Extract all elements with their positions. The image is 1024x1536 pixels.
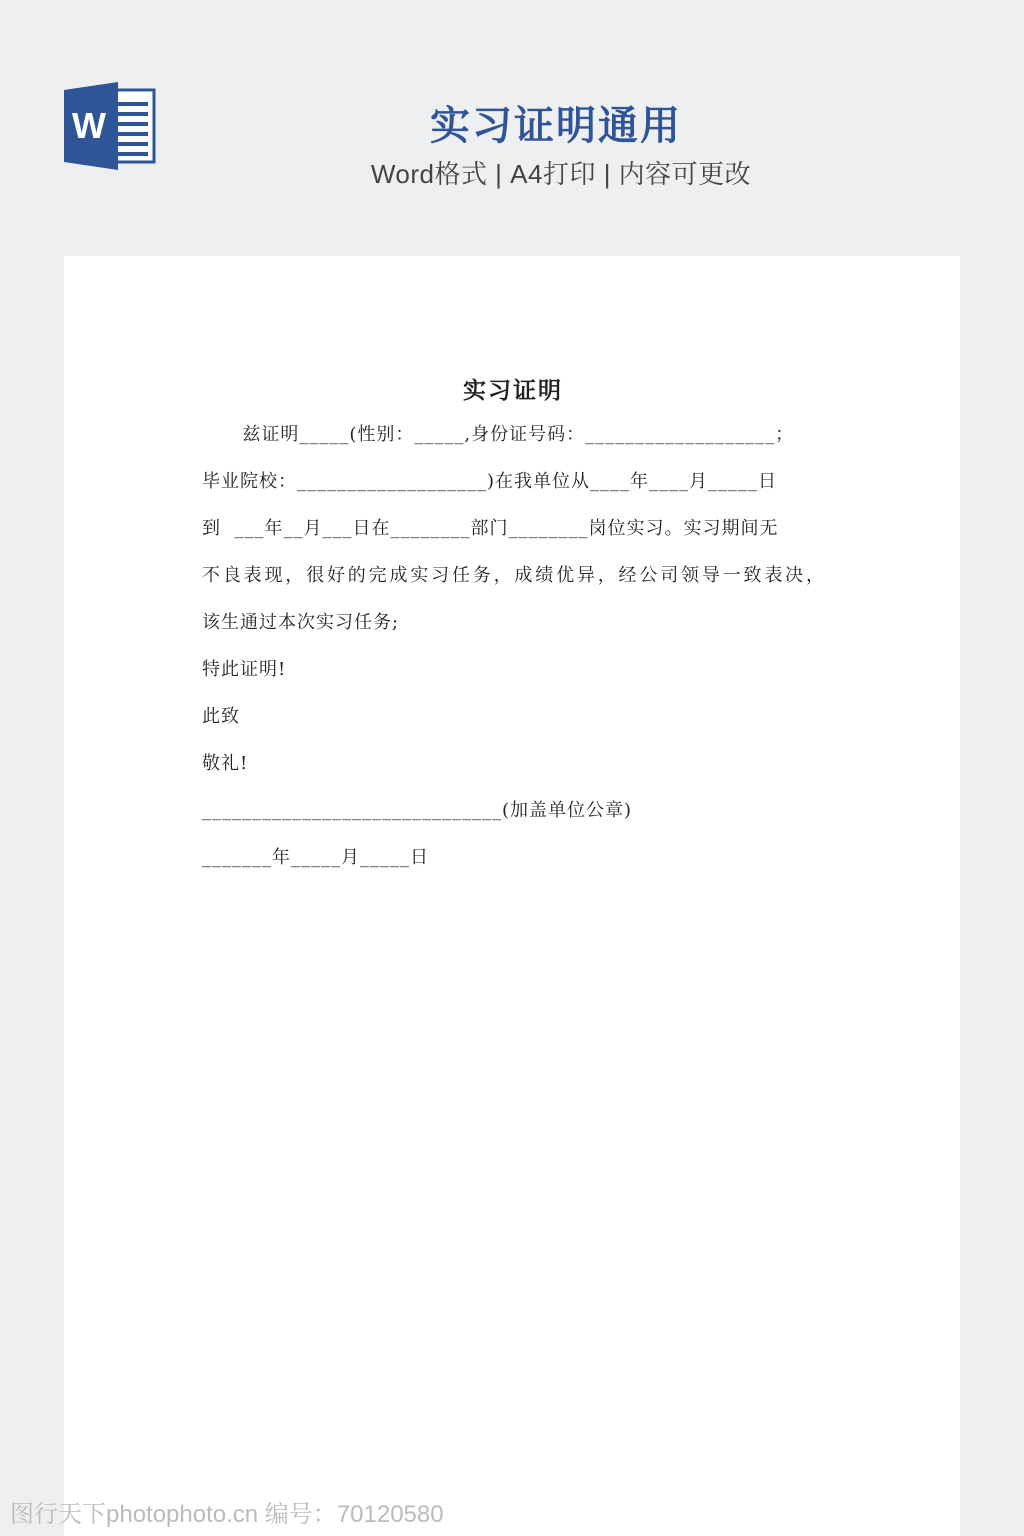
document-line: 特此证明! <box>202 659 287 680</box>
document-line: _______年_____月_____日 <box>202 847 429 868</box>
document-line: 该生通过本次实习任务; <box>202 612 400 633</box>
document-line: 到 ___年__月___日在________部门________岗位实习。实习期间无 <box>202 518 779 539</box>
document-line: ______________________________(加盖单位公章) <box>202 800 633 821</box>
word-icon-letter: W <box>72 105 106 146</box>
document-line: 此致 <box>202 706 240 727</box>
document-line: 不良表现，很好的完成实习任务，成绩优异，经公司领导一致表决， <box>202 565 824 586</box>
page-subtitle: Word格式 | A4打印 | 内容可更改 <box>370 159 752 189</box>
document-title: 实习证明 <box>463 377 563 404</box>
document-page <box>64 256 960 1536</box>
watermark: 图行天下photophoto.cn 编号：70120580 <box>10 1501 444 1528</box>
document-line: 敬礼! <box>202 753 249 774</box>
document-line: 毕业院校：___________________)在我单位从____年____月_____日 <box>202 471 778 492</box>
document-line: 兹证明_____(性别：_____,身份证号码：___________________； <box>202 424 795 445</box>
page-title: 实习证明通用 <box>430 104 682 148</box>
